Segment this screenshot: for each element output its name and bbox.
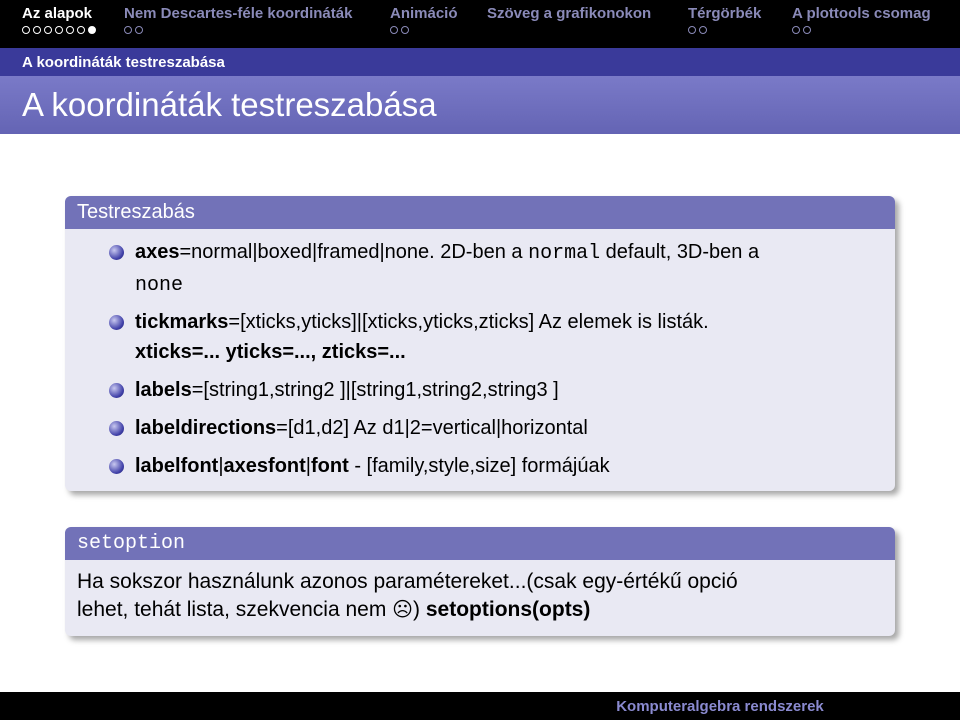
footer-right — [480, 692, 960, 720]
option-text: =[xticks,yticks]|[xticks,yticks,zticks] Az elemek is listák. — [228, 311, 709, 333]
block-testreszabas — [65, 196, 895, 491]
setoptions-call: setoptions(opts) — [425, 598, 591, 621]
block-body — [65, 229, 895, 491]
option-key: tickmarks — [135, 311, 229, 333]
block-title: Testreszabás — [65, 196, 895, 229]
option-key: font — [311, 455, 349, 477]
frame-dot[interactable] — [124, 26, 132, 34]
frown-icon: ☹ — [392, 599, 414, 621]
option-key: labels — [135, 379, 192, 401]
block-setoption — [65, 527, 895, 636]
code-text: none — [135, 274, 184, 297]
bullet-icon — [109, 459, 124, 474]
nav-dots-nem-descartes — [124, 26, 143, 34]
bullet-icon — [109, 245, 124, 260]
option-text: =[string1,string2 ]|[string1,string2,string3 ] — [191, 379, 559, 401]
option-key: labelfont — [135, 455, 219, 477]
subsection-link[interactable]: A koordináták testreszabása — [22, 54, 225, 71]
option-list — [77, 237, 881, 481]
frame-dot[interactable] — [22, 26, 30, 34]
text-line: lehet, tehát lista, szekvencia nem — [77, 598, 393, 621]
frame-dot[interactable] — [33, 26, 41, 34]
block-body — [65, 560, 895, 636]
nav-section-nem-descartes[interactable]: Nem Descartes-féle koordináták — [124, 5, 353, 22]
text-line: ) — [413, 598, 421, 621]
nav-dots-plottools — [792, 26, 811, 34]
frame-dot[interactable] — [55, 26, 63, 34]
frame-dot-current[interactable] — [88, 26, 96, 34]
code-text: normal — [528, 242, 601, 265]
nav-dots-animacio — [390, 26, 409, 34]
frame-dot[interactable] — [401, 26, 409, 34]
bullet-icon — [109, 383, 124, 398]
option-text: default, 3D-ben a — [600, 241, 760, 263]
list-item-axes — [77, 237, 881, 301]
nav-section-szoveg[interactable]: Szöveg a grafikonokon — [487, 5, 652, 22]
frame-dot[interactable] — [792, 26, 800, 34]
list-item-labelfont: labelfont|axesfont|font - [family,style,size] formájúak — [77, 451, 881, 481]
bullet-icon — [109, 421, 124, 436]
frame-title-bar — [0, 76, 960, 134]
nav-section-tergorbek[interactable]: Térgörbék — [688, 5, 762, 22]
frame-dot[interactable] — [688, 26, 696, 34]
frame-title: A koordináták testreszabása — [22, 86, 437, 123]
option-text: xticks=... yticks=..., zticks=... — [135, 341, 406, 363]
option-key: axesfont — [223, 455, 306, 477]
frame-dot[interactable] — [803, 26, 811, 34]
option-text: =normal|boxed|framed|none. 2D-ben a — [179, 241, 529, 263]
setoption-text — [77, 568, 883, 624]
frame-dot[interactable] — [699, 26, 707, 34]
subsection-strip — [0, 48, 960, 76]
option-key: labeldirections — [135, 417, 277, 439]
footer-left — [0, 692, 480, 720]
option-text: - [family,style,size] formájúak — [348, 455, 610, 477]
frame-dot[interactable] — [44, 26, 52, 34]
option-text: =[d1,d2] Az d1|2=vertical|horizontal — [276, 417, 588, 439]
text-line: Ha sokszor használunk azonos paramétereket...(csak egy-értékű opció — [77, 570, 738, 593]
footer-title: Komputeralgebra rendszerek — [616, 698, 824, 715]
list-item-tickmarks — [77, 307, 881, 367]
list-item-labeldirections — [77, 413, 881, 443]
top-navigation-bar — [0, 0, 960, 48]
nav-dots-az-alapok — [22, 26, 96, 34]
nav-dots-tergorbek — [688, 26, 707, 34]
nav-section-az-alapok[interactable]: Az alapok — [22, 5, 93, 22]
frame-dot[interactable] — [77, 26, 85, 34]
block-title: setoption — [65, 527, 895, 560]
option-key: axes — [135, 241, 180, 263]
frame-dot[interactable] — [390, 26, 398, 34]
list-item-labels — [77, 375, 881, 405]
nav-section-animacio[interactable]: Animáció — [390, 5, 458, 22]
frame-dot[interactable] — [66, 26, 74, 34]
bullet-icon — [109, 315, 124, 330]
nav-section-plottools[interactable]: A plottools csomag — [792, 5, 931, 22]
frame-dot[interactable] — [135, 26, 143, 34]
